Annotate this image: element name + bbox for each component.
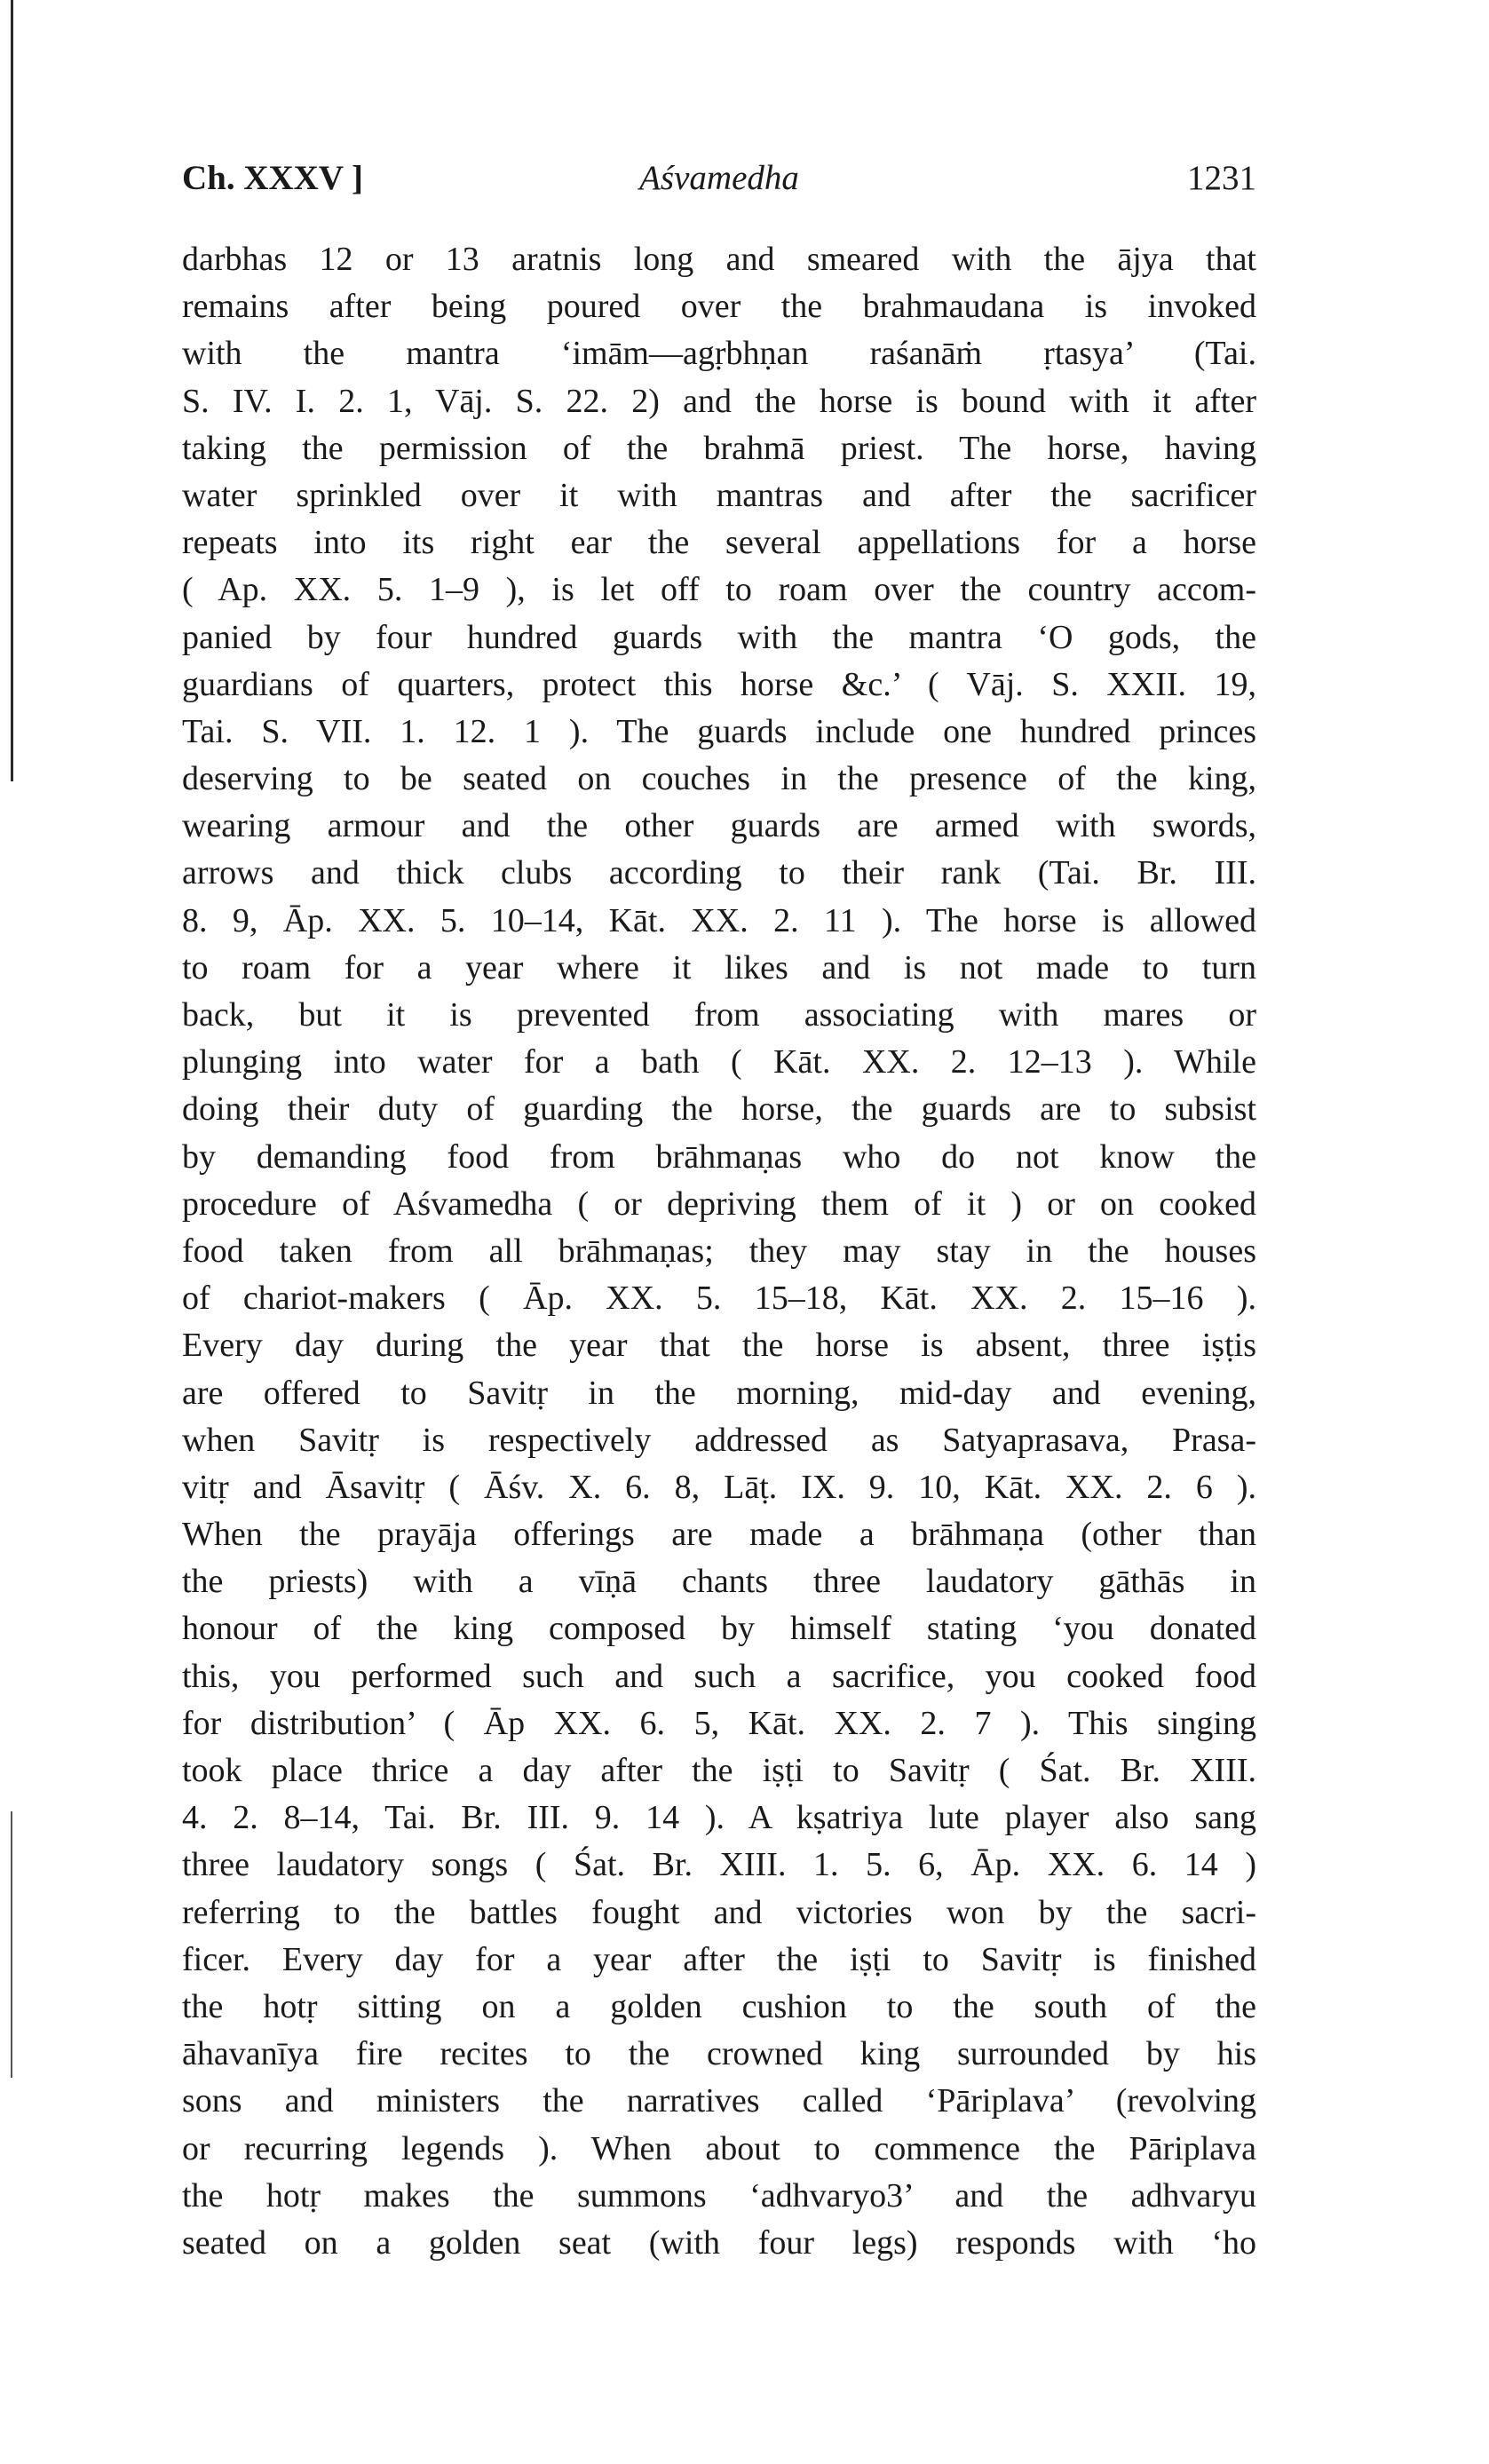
page-number: 1231	[1187, 159, 1256, 197]
text-line: Every day during the year that the horse is absent, three iṣṭis	[182, 1327, 1256, 1365]
text-line: Tai. S. VII. 1. 12. 1 ). The guards include one hundred princes	[182, 712, 1256, 750]
page-edge-line-lower	[11, 1811, 12, 2078]
text-line: 8. 9, Āp. XX. 5. 10–14, Kāt. XX. 2. 11 ). The horse is allowed	[182, 901, 1256, 939]
chapter-label: Ch. XXXV ]	[182, 159, 364, 197]
text-line: referring to the battles fought and victories won by the sacri-	[182, 1893, 1256, 1931]
text-line: taking the permission of the brahmā priest. The horse, having	[182, 429, 1256, 467]
text-line: food taken from all brāhmaṇas; they may stay in the houses	[182, 1232, 1256, 1270]
text-line: when Savitṛ is respectively addressed as Satyaprasava, Prasa-	[182, 1421, 1256, 1459]
text-line: water sprinkled over it with mantras and after the sacrificer	[182, 476, 1256, 514]
text-line: with the mantra ‘imām—agṛbhṇan raśanāṁ ṛtasya’ (Tai.	[182, 335, 1256, 373]
text-line: S. IV. I. 2. 1, Vāj. S. 22. 2) and the horse is bound with it after	[182, 382, 1256, 420]
text-line: plunging into water for a bath ( Kāt. XX. 2. 12–13 ). While	[182, 1043, 1256, 1081]
running-title: Aśvamedha	[639, 159, 799, 197]
body-text	[182, 236, 1256, 2267]
text-line: three laudatory songs ( Śat. Br. XIII. 1. 5. 6, Āp. XX. 6. 14 )	[182, 1846, 1256, 1884]
text-line: back, but it is prevented from associating with mares or	[182, 996, 1256, 1034]
text-line: or recurring legends ). When about to commence the Pāriplava	[182, 2129, 1256, 2167]
text-line: took place thrice a day after the iṣṭi to Savitṛ ( Śat. Br. XIII.	[182, 1752, 1256, 1789]
text-line: by demanding food from brāhmaṇas who do not know the	[182, 1137, 1256, 1176]
text-line: of chariot-makers ( Āp. XX. 5. 15–18, Kāt. XX. 2. 15–16 ).	[182, 1280, 1256, 1318]
text-line: honour of the king composed by himself stating ‘you donated	[182, 1610, 1256, 1648]
text-line: ficer. Every day for a year after the iṣṭi to Savitṛ is finished	[182, 1940, 1256, 1978]
text-line: the hotṛ makes the summons ‘adhvaryo3’ and the adhvaryu	[182, 2176, 1256, 2214]
text-line: seated on a golden seat (with four legs) responds with ‘ho	[182, 2223, 1256, 2262]
text-line: remains after being poured over the brahmaudana is invoked	[182, 288, 1256, 326]
text-line: wearing armour and the other guards are armed with swords,	[182, 807, 1256, 845]
text-line: procedure of Aśvamedha ( or depriving them of it ) or on cooked	[182, 1184, 1256, 1223]
text-line: arrows and thick clubs according to their rank (Tai. Br. III.	[182, 854, 1256, 892]
text-line: darbhas 12 or 13 aratnis long and smeared with the ājya that	[182, 241, 1256, 278]
text-line: 4. 2. 8–14, Tai. Br. III. 9. 14 ). A kṣatriya lute player also sang	[182, 1799, 1256, 1837]
text-line: this, you performed such and such a sacrifice, you cooked food	[182, 1657, 1256, 1695]
running-header	[182, 158, 1256, 211]
text-line: to roam for a year where it likes and is not made to turn	[182, 948, 1256, 986]
text-line: deserving to be seated on couches in the presence of the king,	[182, 760, 1256, 798]
text-line: When the prayāja offerings are made a brāhmaṇa (other than	[182, 1516, 1256, 1554]
text-line: vitṛ and Āsavitṛ ( Āśv. X. 6. 8, Lāṭ. IX. 9. 10, Kāt. XX. 2. 6 ).	[182, 1468, 1256, 1506]
text-line: doing their duty of guarding the horse, the guards are to subsist	[182, 1090, 1256, 1129]
text-line: the hotṛ sitting on a golden cushion to the south of the	[182, 1987, 1256, 2025]
text-line: repeats into its right ear the several appellations for a horse	[182, 524, 1256, 562]
text-line: guardians of quarters, protect this horse &c.’ ( Vāj. S. XXII. 19,	[182, 665, 1256, 703]
text-line: are offered to Savitṛ in the morning, mid-day and evening,	[182, 1374, 1256, 1412]
text-line: for distribution’ ( Āp XX. 6. 5, Kāt. XX. 2. 7 ). This singing	[182, 1704, 1256, 1742]
page-edge-line	[11, 0, 13, 781]
text-line: the priests) with a vīṇā chants three laudatory gāthās in	[182, 1563, 1256, 1601]
text-line: sons and ministers the narratives called ‘Pāriplava’ (revolving	[182, 2082, 1256, 2120]
text-line: āhavanīya fire recites to the crowned king surrounded by his	[182, 2035, 1256, 2073]
text-line: ( Ap. XX. 5. 1–9 ), is let off to roam over the country accom-	[182, 571, 1256, 609]
text-line: panied by four hundred guards with the mantra ‘O gods, the	[182, 618, 1256, 656]
